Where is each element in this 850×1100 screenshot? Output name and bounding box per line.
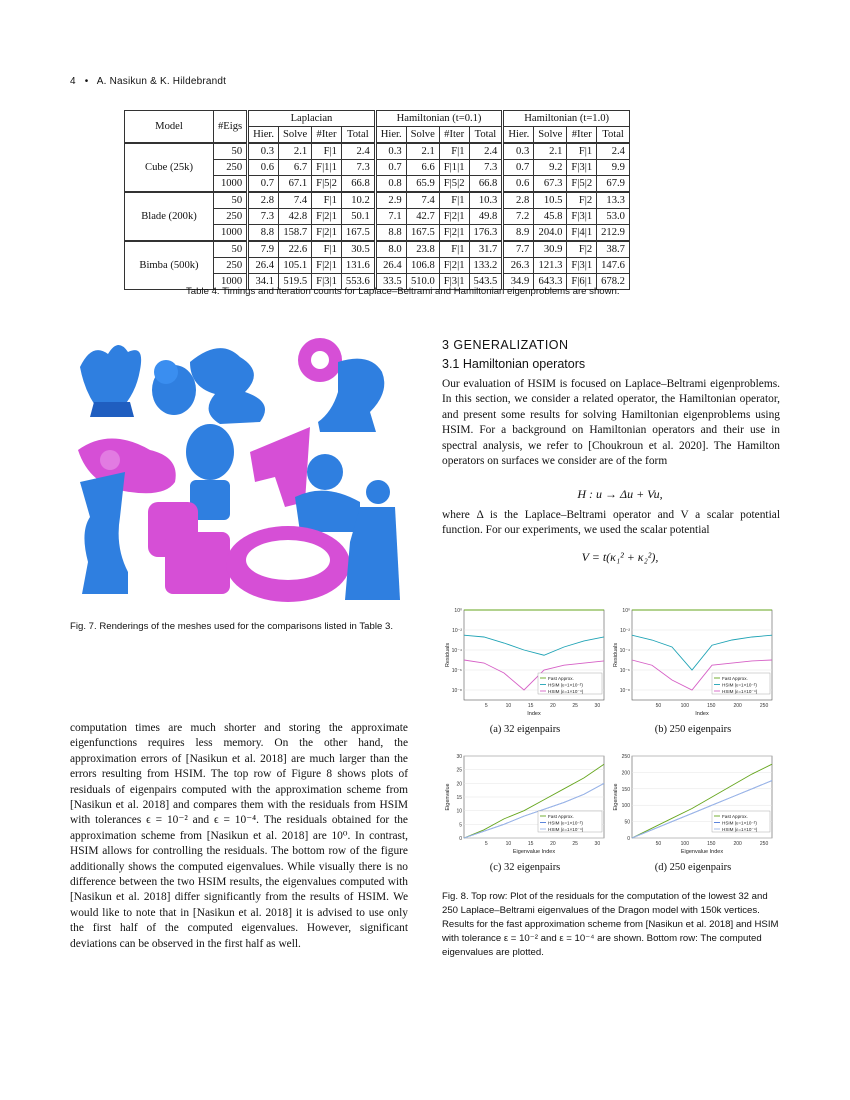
y-tick-label: 20 [456, 781, 462, 788]
value-cell: 26.3 [503, 258, 534, 274]
col-model: Model [125, 111, 214, 144]
value-cell: 8.0 [375, 241, 406, 258]
value-cell: 105.1 [279, 258, 312, 274]
value-cell: 121.3 [534, 258, 567, 274]
legend-label: HSIM (ε=1×10⁻²) [722, 820, 757, 826]
value-cell: 2.4 [597, 143, 630, 160]
value-cell: 30.5 [341, 241, 375, 258]
subcol: Total [469, 127, 503, 144]
section-heading: 3 GENERALIZATION [442, 338, 569, 352]
y-tick-label: 10⁻² [620, 628, 630, 634]
value-cell: 26.4 [375, 258, 406, 274]
table-row [125, 241, 630, 258]
value-cell: F|1 [312, 143, 342, 160]
value-cell: 0.3 [248, 143, 279, 160]
x-tick-label: 10 [505, 841, 512, 847]
eigs-cell: 50 [214, 241, 248, 258]
value-cell: 22.6 [279, 241, 312, 258]
gear-ring-mesh-render [298, 338, 342, 382]
value-cell: F|2|1 [312, 258, 342, 274]
value-cell: 67.9 [597, 176, 630, 193]
value-cell: F|2|1 [439, 225, 469, 242]
value-cell: 10.5 [534, 192, 567, 209]
value-cell: F|5|2 [439, 176, 469, 193]
eigs-cell: 50 [214, 143, 248, 160]
value-cell: 543.5 [469, 274, 503, 290]
y-tick-label: 150 [621, 786, 630, 793]
value-cell: 2.4 [341, 143, 375, 160]
gargoyle-mesh-render [80, 345, 141, 417]
fig8c-subcaption: (c) 32 eigenpairs [489, 862, 561, 873]
x-tick-label: 20 [550, 703, 556, 709]
value-cell: 67.3 [534, 176, 567, 193]
x-tick-label: 15 [527, 841, 534, 847]
value-cell: 10.3 [469, 192, 503, 209]
x-tick-label: 5 [484, 841, 488, 847]
value-cell: F|1|1 [312, 160, 342, 176]
legend-label: HSIM (ε=1×10⁻⁴) [548, 826, 584, 832]
value-cell: 131.6 [341, 258, 375, 274]
value-cell: 0.7 [503, 160, 534, 176]
model-name: Bimba (500k) [125, 241, 214, 290]
fig8a-subcaption: (a) 32 eigenpairs [489, 724, 561, 735]
value-cell: 678.2 [597, 274, 630, 290]
subcol: Total [341, 127, 375, 144]
x-tick-label: 10 [505, 703, 512, 709]
legend-label: Fast Approx. [722, 675, 748, 681]
value-cell: 53.0 [597, 209, 630, 225]
value-cell: 26.4 [248, 258, 279, 274]
paragraph-comparison: computation times are much shorter and storing the approximate eigenfunctions requires less memory. On the other hand, the approximation errors of [Nasikun et al. 2018] are much larger than the errors resulting from HSIM. The top row of Figure 8 shows plots of residuals of eigenpairs computed with the approximation scheme from [Nasikun et al. 2018] and compares them with the residuals from HSIM with tolerances ϵ = 10⁻² and ϵ = 10⁻⁴. The residuals obtained for the approximation scheme from [Nasikun et al. 2018] are 10⁰. In contrast, HSIM allows for controlling the residuals. The bottom row of the figure additionally shows the computed eigenvalues. While visually there is no difference between the two HSIM results, the eigenvalues computed with [Nasikun et al. 2018] differ significantly from the results of HSIM. We would like to note that in [Nasikun et al. 2018] it is advised to use only the first half of the computed eigenvalues. However, significant deviations can be observed in the first half as well. [70, 722, 408, 950]
value-cell: 66.8 [341, 176, 375, 193]
value-cell: F|3|1 [312, 274, 342, 290]
value-cell: 42.8 [279, 209, 312, 225]
legend-label: Fast Approx. [548, 813, 574, 819]
eigs-cell: 250 [214, 160, 248, 176]
y-tick-label: 30 [456, 754, 462, 760]
value-cell: 2.1 [534, 143, 567, 160]
value-cell: 10.2 [341, 192, 375, 209]
x-axis-label: Eigenvalue Index [680, 849, 724, 855]
x-tick-label: 30 [594, 841, 601, 847]
value-cell: 2.1 [406, 143, 439, 160]
x-axis-label: Index [527, 711, 541, 717]
value-cell: F|2 [567, 241, 597, 258]
y-tick-label: 10⁻⁴ [451, 648, 462, 654]
paragraph-potential: where Δ is the Laplace–Beltrami operator and V a scalar potential function. For our experiments, we used the scalar potential [442, 509, 780, 537]
value-cell: 212.9 [597, 225, 630, 242]
value-cell: 42.7 [406, 209, 439, 225]
value-cell: F|3|1 [567, 209, 597, 225]
header-bullet: • [84, 76, 89, 87]
x-tick-label: 200 [733, 841, 742, 847]
value-cell: F|1 [312, 241, 342, 258]
series-line [464, 635, 604, 655]
page-number: 4 [70, 76, 76, 87]
y-axis-label: Eigenvalue [445, 783, 451, 811]
paragraph-hamiltonian: Our evaluation of HSIM is focused on Laplace–Beltrami eigenproblems. In this section, we consider a related operator, the Hamiltonian operator, and present some results for solving Hamiltonian eigenproblems using HSIM. For a background on Hamiltonian operators and their use in spectral analysis, we refer to [Choukroun et al. 2020]. The Hamilton operators on surfaces we consider are of the form [442, 378, 780, 468]
value-cell: 167.5 [406, 225, 439, 242]
fig8d-subcaption: (d) 250 eigenpairs [654, 862, 732, 873]
eigs-cell: 250 [214, 209, 248, 225]
value-cell: 49.8 [469, 209, 503, 225]
value-cell: 7.4 [279, 192, 312, 209]
y-tick-label: 10⁻⁴ [619, 648, 630, 654]
y-tick-label: 100 [621, 803, 630, 810]
x-axis-label: Index [695, 711, 709, 717]
x-tick-label: 250 [759, 703, 769, 709]
value-cell: 643.3 [534, 274, 567, 290]
table-row [125, 192, 630, 209]
value-cell: F|6|1 [567, 274, 597, 290]
dragon-mesh-render [190, 348, 265, 424]
value-cell: 8.9 [503, 225, 534, 242]
value-cell: F|2 [567, 192, 597, 209]
value-cell: 0.6 [503, 176, 534, 193]
fig8a-residuals-32 [442, 604, 612, 722]
value-cell: 9.2 [534, 160, 567, 176]
value-cell: 9.9 [597, 160, 630, 176]
running-header [70, 76, 226, 87]
value-cell: 147.6 [597, 258, 630, 274]
subcol: Hier. [248, 127, 279, 144]
value-cell: 167.5 [341, 225, 375, 242]
y-tick-label: 10⁰ [622, 608, 630, 614]
subcol: #Iter [567, 127, 597, 144]
value-cell: F|1 [567, 143, 597, 160]
x-tick-label: 30 [594, 703, 601, 709]
subcol: Hier. [503, 127, 534, 144]
y-tick-label: 5 [459, 822, 462, 829]
x-tick-label: 20 [550, 841, 556, 847]
x-tick-label: 200 [733, 703, 742, 709]
value-cell: 66.8 [469, 176, 503, 193]
y-tick-label: 15 [456, 795, 462, 801]
legend-label: Fast Approx. [722, 813, 748, 819]
value-cell: F|1 [439, 241, 469, 258]
value-cell: 38.7 [597, 241, 630, 258]
table-row [125, 143, 630, 160]
x-tick-label: 50 [655, 703, 662, 709]
value-cell: 510.0 [406, 274, 439, 290]
y-tick-label: 10⁻⁸ [451, 688, 462, 694]
value-cell: 0.7 [248, 176, 279, 193]
y-tick-label: 0 [627, 836, 630, 842]
value-cell: 7.3 [469, 160, 503, 176]
legend-label: HSIM (ε=1×10⁻⁴) [722, 688, 758, 694]
x-tick-label: 25 [572, 841, 578, 847]
table-4 [124, 110, 630, 290]
fig8d-eigenvalues-250 [610, 750, 780, 860]
fig8b-residuals-250 [610, 604, 780, 722]
y-axis-label: Residuals [445, 642, 451, 668]
fig7-renderings [70, 332, 410, 604]
x-axis-label: Eigenvalue Index [512, 849, 556, 855]
nefertiti-mesh-render [80, 472, 128, 594]
x-tick-label: 250 [759, 841, 769, 847]
lion-mesh-render [152, 360, 196, 415]
value-cell: 65.9 [406, 176, 439, 193]
y-tick-label: 0 [459, 836, 462, 842]
subcol: Total [597, 127, 630, 144]
value-cell: F|1 [439, 143, 469, 160]
y-axis-label: Residuals [613, 642, 619, 668]
value-cell: 133.2 [469, 258, 503, 274]
group-hamiltonian-10: Hamiltonian (t=1.0) [503, 111, 630, 127]
value-cell: 6.7 [279, 160, 312, 176]
fig7-caption: Fig. 7. Renderings of the meshes used for the comparisons listed in Table 3. [70, 621, 393, 632]
value-cell: 2.8 [503, 192, 534, 209]
value-cell: F|2|1 [312, 225, 342, 242]
value-cell: 7.9 [248, 241, 279, 258]
value-cell: 553.6 [341, 274, 375, 290]
subcol: Solve [279, 127, 312, 144]
legend-label: HSIM (ε=1×10⁻⁴) [722, 826, 758, 832]
value-cell: F|2|1 [439, 258, 469, 274]
value-cell: F|1 [312, 192, 342, 209]
fig8c-eigenvalues-32 [442, 750, 612, 860]
y-tick-label: 50 [624, 819, 630, 826]
group-hamiltonian-01: Hamiltonian (t=0.1) [375, 111, 503, 127]
value-cell: 7.1 [375, 209, 406, 225]
value-cell: 2.1 [279, 143, 312, 160]
value-cell: 176.3 [469, 225, 503, 242]
equation-potential: V = t(κ₁² + κ₂²), [581, 550, 659, 564]
equation-hamiltonian: H : u → Δu + Vu, [577, 487, 663, 501]
legend-label: HSIM (ε=1×10⁻⁴) [548, 688, 584, 694]
x-tick-label: 15 [527, 703, 534, 709]
fig8-caption: Fig. 8. Top row: Plot of the residuals for the computation of the lowest 32 and 250 Laplace–Beltrami eigenvalues of the Dragon model with 150k vertices. Results for the fast approximation scheme from [Nasikun et al. 2018] and HSIM with tolerance ε = 10⁻² and ε = 10⁻⁴ are shown. Bottom row: The computed eigenvalues are plotted. [442, 891, 779, 958]
table-4-caption: Table 4. Timings and iteration counts for Laplace–Beltrami and Hamiltonian eigenproblems are shown. [186, 286, 620, 297]
value-cell: F|4|1 [567, 225, 597, 242]
eigs-cell: 1000 [214, 225, 248, 242]
value-cell: 31.7 [469, 241, 503, 258]
value-cell: 30.9 [534, 241, 567, 258]
value-cell: 0.7 [375, 160, 406, 176]
model-name: Cube (25k) [125, 143, 214, 192]
y-axis-label: Eigenvalue [613, 783, 619, 811]
series-line [632, 635, 772, 670]
x-tick-label: 25 [572, 703, 578, 709]
seated-figure-mesh-render [345, 480, 400, 600]
value-cell: 7.4 [406, 192, 439, 209]
value-cell: 0.8 [375, 176, 406, 193]
y-tick-label: 10⁰ [454, 608, 462, 614]
y-tick-label: 250 [621, 754, 630, 760]
y-tick-label: 10 [456, 808, 462, 815]
x-tick-label: 100 [680, 703, 690, 709]
subcol: #Iter [439, 127, 469, 144]
y-tick-label: 10⁻⁸ [619, 688, 630, 694]
value-cell: F|2|1 [439, 209, 469, 225]
fig8b-subcaption: (b) 250 eigenpairs [654, 724, 732, 735]
y-tick-label: 200 [621, 770, 630, 777]
value-cell: 8.8 [375, 225, 406, 242]
value-cell: 8.8 [248, 225, 279, 242]
value-cell: 67.1 [279, 176, 312, 193]
subcol: Hier. [375, 127, 406, 144]
value-cell: 50.1 [341, 209, 375, 225]
y-tick-label: 10⁻² [452, 628, 462, 634]
eigs-cell: 50 [214, 192, 248, 209]
subsection-heading: 3.1 Hamiltonian operators [442, 357, 586, 371]
value-cell: 158.7 [279, 225, 312, 242]
value-cell: 2.8 [248, 192, 279, 209]
value-cell: 106.8 [406, 258, 439, 274]
value-cell: F|5|2 [312, 176, 342, 193]
value-cell: F|1 [439, 192, 469, 209]
y-tick-label: 10⁻⁶ [619, 668, 630, 674]
value-cell: 33.5 [375, 274, 406, 290]
y-tick-label: 25 [456, 767, 462, 774]
value-cell: 23.8 [406, 241, 439, 258]
value-cell: F|3|1 [439, 274, 469, 290]
x-tick-label: 150 [707, 841, 716, 847]
value-cell: 13.3 [597, 192, 630, 209]
value-cell: 45.8 [534, 209, 567, 225]
value-cell: 2.9 [375, 192, 406, 209]
model-name: Blade (200k) [125, 192, 214, 241]
value-cell: 34.1 [248, 274, 279, 290]
group-laplacian: Laplacian [248, 111, 376, 127]
value-cell: 7.3 [341, 160, 375, 176]
value-cell: 0.3 [375, 143, 406, 160]
value-cell: F|3|1 [567, 258, 597, 274]
subcol: #Iter [312, 127, 342, 144]
col-eigs: #Eigs [214, 111, 248, 144]
value-cell: 6.6 [406, 160, 439, 176]
value-cell: 34.9 [503, 274, 534, 290]
eigs-cell: 1000 [214, 176, 248, 193]
subcol: Solve [406, 127, 439, 144]
y-tick-label: 10⁻⁶ [451, 668, 462, 674]
value-cell: F|5|2 [567, 176, 597, 193]
subcol: Solve [534, 127, 567, 144]
x-tick-label: 100 [680, 841, 690, 847]
eigs-cell: 250 [214, 258, 248, 274]
eigs-cell: 1000 [214, 274, 248, 290]
value-cell: F|3|1 [567, 160, 597, 176]
wheel-mesh-render [226, 526, 350, 602]
value-cell: 204.0 [534, 225, 567, 242]
header-authors: A. Nasikun & K. Hildebrandt [96, 76, 227, 87]
value-cell: 519.5 [279, 274, 312, 290]
value-cell: 7.2 [503, 209, 534, 225]
value-cell: 2.4 [469, 143, 503, 160]
x-tick-label: 50 [655, 841, 662, 847]
value-cell: 0.6 [248, 160, 279, 176]
x-tick-label: 5 [484, 703, 488, 709]
value-cell: F|2|1 [312, 209, 342, 225]
value-cell: 0.3 [503, 143, 534, 160]
legend-label: HSIM (ε=1×10⁻²) [722, 682, 757, 688]
value-cell: 7.3 [248, 209, 279, 225]
legend-label: HSIM (ε=1×10⁻²) [548, 682, 583, 688]
legend-label: HSIM (ε=1×10⁻²) [548, 820, 583, 826]
value-cell: F|1|1 [439, 160, 469, 176]
value-cell: 7.7 [503, 241, 534, 258]
legend-label: Fast Approx. [548, 675, 574, 681]
x-tick-label: 150 [707, 703, 716, 709]
